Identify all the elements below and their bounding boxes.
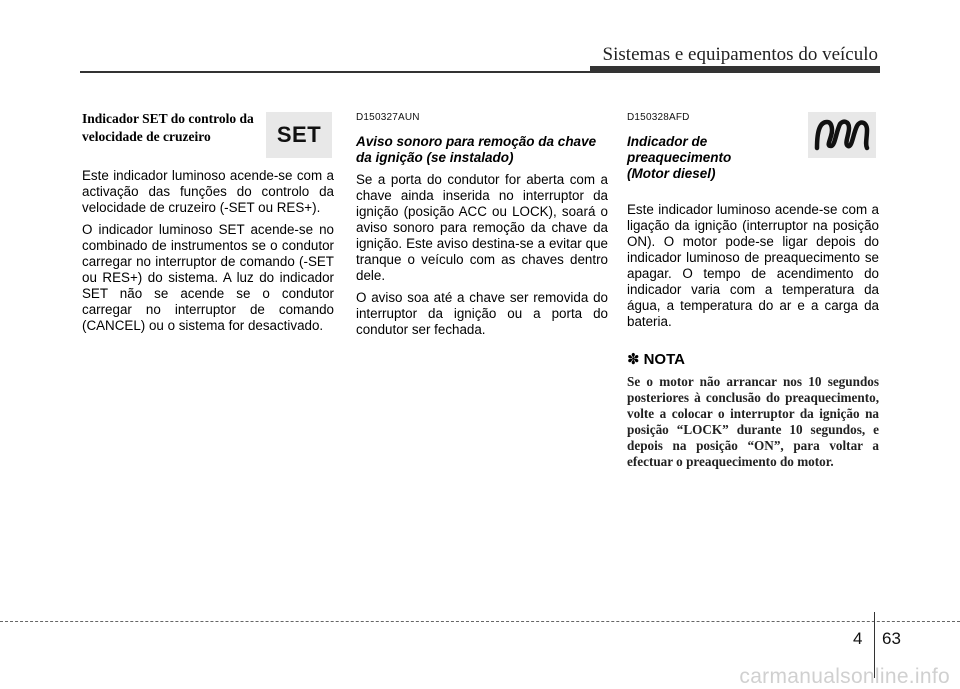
key-warning-paragraph-1: Se a porta do condutor for aberta com a chave ainda inserida no interruptor da ignição (posição ACC ou LOCK), soará o aviso sonoro para remoção da chave da ignição. Este aviso destina-se a evitar que tranque o veículo com as chaves dentro dele. [356,172,608,283]
header-rule-accent [590,66,880,72]
key-warning-heading: Aviso sonoro para remoção da chave da ignição (se instalado) [356,134,597,165]
note-body: Se o motor não arrancar nos 10 segundos posteriores à conclusão do preaquecimento, volte a colocar o interruptor da ignição na posição “LOCK” durante 10 segundos, e depois na posição “ON”, para voltar a efectuar o preaquecimento do motor. [627,374,879,469]
chapter-number: 4 [853,629,863,648]
set-indicator-paragraph-2: O indicador luminoso SET acende-se no combinado de instrumentos se o condutor carregar no interruptor de comando (-SET ou RES+) do sistema. A luz do indicador SET não se acende se o condutor carregar no interruptor de comando (CANCEL) ou o sistema for desactivado. [82,222,334,333]
glow-plug-coil-icon [808,112,876,158]
glow-heading-line-1: Indicador de [627,134,708,149]
coil-graphic [813,118,871,152]
note-heading [627,352,879,368]
page-header-title: Sistemas e equipamentos do veículo [602,44,878,65]
section-code: D150327AUN [356,112,420,123]
watermark: carmanualsonline.info [739,665,950,688]
set-indicator-paragraph-1: Este indicador luminoso acende-se com a activação das funções do controlo da velocidade de cruzeiro (-SET ou RES+). [82,168,334,215]
note-star-icon: ✽ [627,351,640,368]
section-code: D150328AFD [627,112,690,123]
footer-rule [0,621,960,622]
column-glow-indicator [627,110,879,470]
set-icon-label: SET [276,122,322,147]
glow-heading-line-3: (Motor diesel) [627,166,716,181]
note-title: NOTA [643,351,685,368]
glow-indicator-paragraph: Este indicador luminoso acende-se com a ligação da ignição (interruptor na posição ON). O motor pode-se ligar depois do indicador luminoso de preaquecimento se apagar. O tempo de acendimento do indicador varia com a temperatura da água, a temperatura do ar e a carga da bateria. [627,202,879,329]
page-number: 63 [882,629,901,648]
key-warning-paragraph-2: O aviso soa até a chave ser removida do interruptor da ignição ou a porta do condutor ser fechada. [356,290,608,337]
set-indicator-icon [266,112,332,158]
column-key-warning [356,110,608,344]
set-indicator-heading: Indicador SET do controlo da velocidade de cruzeiro [82,111,254,144]
glow-heading-line-2: preaquecimento [627,150,732,165]
